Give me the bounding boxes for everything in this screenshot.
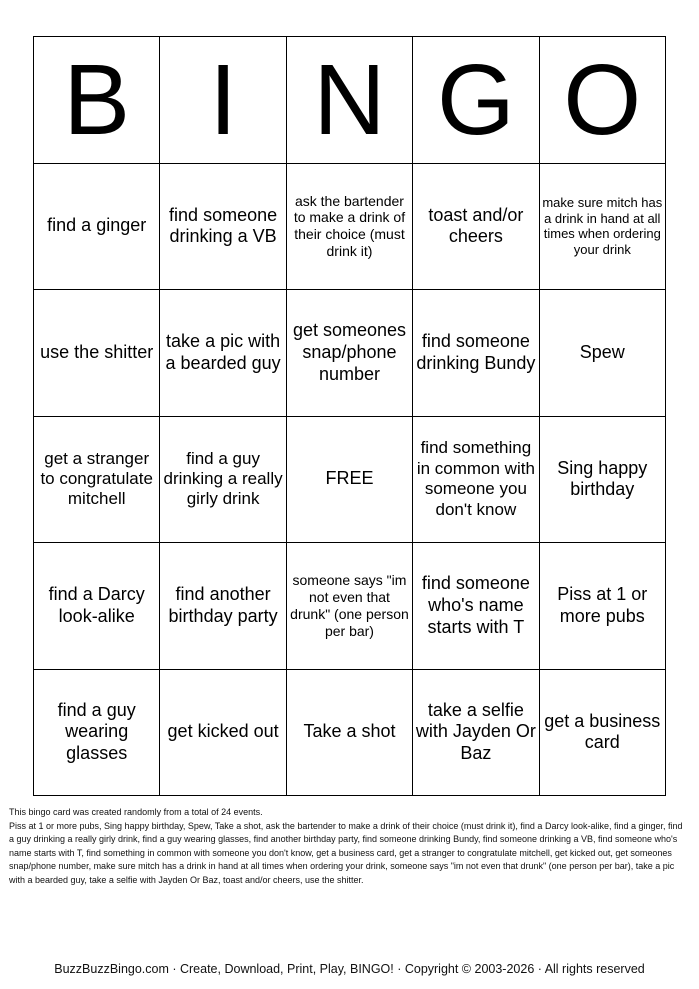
bingo-cell: find another birthday party [160,543,286,670]
bingo-cell: ask the bartender to make a drink of their choice (must drink it) [286,163,412,290]
header-letter-n: N [286,37,412,164]
bingo-cell: make sure mitch has a drink in hand at all times when ordering your drink [539,163,665,290]
bingo-cell: get a business card [539,669,665,796]
bingo-cell: someone says "im not even that drunk" (one person per bar) [286,543,412,670]
card-row-1 [34,163,666,290]
bingo-cell: find a ginger [34,163,160,290]
bingo-cell: find someone drinking a VB [160,163,286,290]
bingo-cell: Piss at 1 or more pubs [539,543,665,670]
bingo-cell: take a pic with a bearded guy [160,290,286,417]
card-row-2 [34,290,666,417]
header-letter-g: G [413,37,539,164]
bingo-cell: take a selfie with Jayden Or Baz [413,669,539,796]
card-summary: This bingo card was created randomly from a total of 24 events. [9,807,263,817]
bingo-cell: use the shitter [34,290,160,417]
bingo-cell: find a guy drinking a really girly drink [160,416,286,543]
bingo-cell: find a Darcy look-alike [34,543,160,670]
bingo-cell: toast and/or cheers [413,163,539,290]
card-row-4 [34,543,666,670]
card-notes [9,806,689,887]
header-row [34,37,666,164]
header-letter-i: I [160,37,286,164]
bingo-cell: get someones snap/phone number [286,290,412,417]
bingo-cell: find someone drinking Bundy [413,290,539,417]
bingo-cell: find something in common with someone you don't know [413,416,539,543]
card-row-3 [34,416,666,543]
site-footer: BuzzBuzzBingo.com · Create, Download, Print, Play, BINGO! · Copyright © 2003-2026 · All rights reserved [54,962,645,976]
bingo-cell: Take a shot [286,669,412,796]
header-letter-b: B [34,37,160,164]
bingo-cell: find someone who's name starts with T [413,543,539,670]
header-letter-o: O [539,37,665,164]
bingo-cell: get a stranger to congratulate mitchell [34,416,160,543]
bingo-cell: find a guy wearing glasses [34,669,160,796]
free-space-cell: FREE [286,416,412,543]
bingo-cell: Spew [539,290,665,417]
events-list: Piss at 1 or more pubs, Sing happy birthday, Spew, Take a shot, ask the bartender to make a drink of their choice (must drink it), find a Darcy look-alike, find a ginger, find a guy drinking a really girly drink, find a guy wearing glasses, find another birthday party, find someone drinking Bundy, find someone drinking a VB, find someone who's name starts with T, find something in common with someone you don't know, get a business card, get a stranger to congratulate mitchell, get kicked out, get someones snap/phone number, make sure mitch has a drink in hand at all times when ordering your drink, someone says "im not even that drunk" (one person per bar), take a pic with a bearded guy, take a selfie with Jayden Or Baz, toast and/or cheers, use the shitter. [9,820,683,885]
bingo-card [33,36,666,796]
bingo-cell: Sing happy birthday [539,416,665,543]
bingo-cell: get kicked out [160,669,286,796]
card-row-5 [34,669,666,796]
